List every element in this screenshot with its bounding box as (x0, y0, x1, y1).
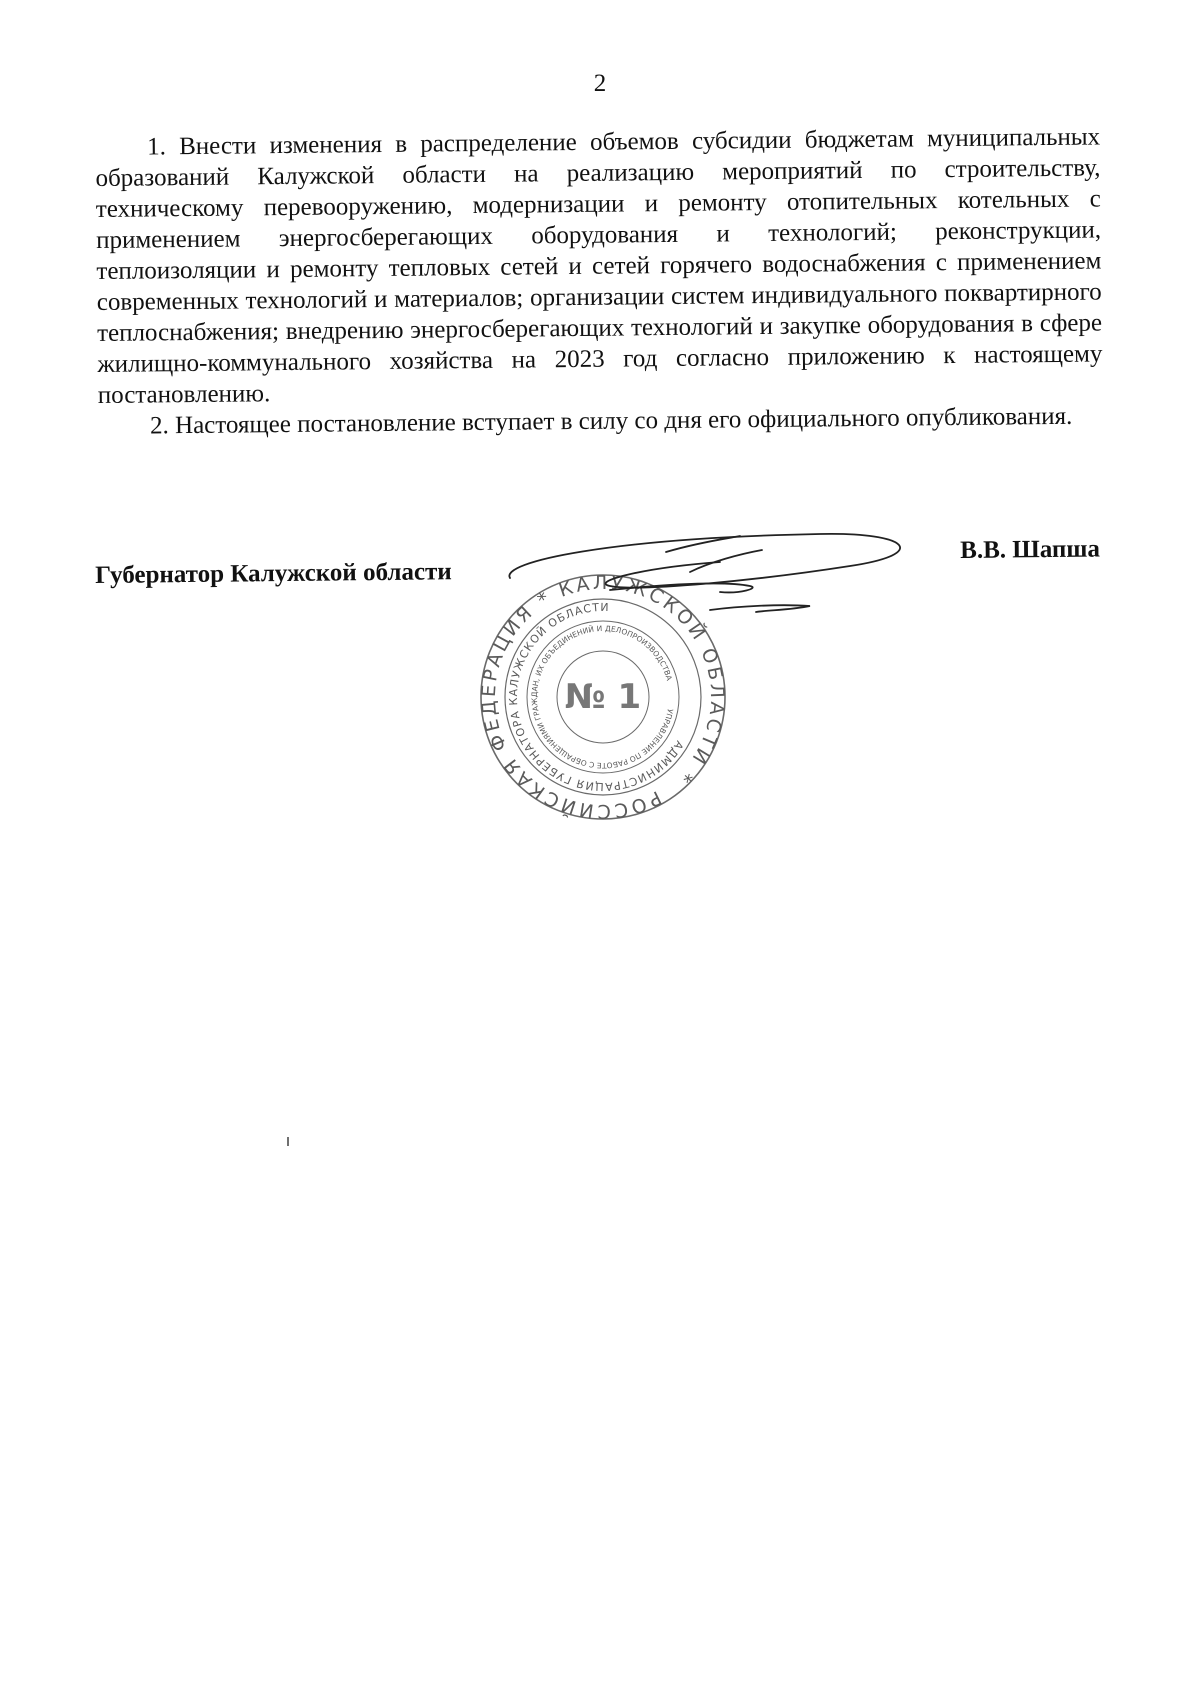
seal-center-text: № 1 (564, 677, 642, 717)
signatory-name: В.В. Шапша (960, 535, 1101, 564)
page-number: 2 (593, 70, 607, 97)
seal-middle-text: АДМИНИСТРАЦИЯ ГУБЕРНАТОРА КАЛУЖСКОЙ ОБЛАСТИ (506, 600, 687, 794)
paragraph-2: 2. Настоящее постановление вступает в силу со дня его официального опубликования. (149, 402, 1073, 440)
paragraph-1: 1. Внести изменения в распределение объемов субсидии бюджетам муниципальных образований Калужской области на реализацию мероприятий по строительству, техническому перевооружению, модернизации и ремонту отопительных котельных с применением энергосберегающих оборудования и технологий; реконструкции, теплоизоляции и ремонту тепловых сетей и сетей горячего водоснабжения с применением современных технологий и материалов; организации систем индивидуального поквартирного теплоснабжения; внедрению энергосберегающих технологий и закупке оборудования в сфере жилищно-коммунального хозяйства на 2023 год согласно приложению к настоящему постановлению. (95, 123, 1103, 409)
scan-speck (285, 1136, 291, 1148)
handwritten-signature (490, 532, 930, 642)
signatory-title: Губернатор Калужской области (95, 558, 452, 589)
seal-outer-text: РОССИЙСКАЯ ФЕДЕРАЦИЯ * КАЛУЖСКОЙ ОБЛАСТИ * (478, 572, 728, 822)
document-body (95, 121, 1103, 442)
seal-inner-text: УПРАВЛЕНИЕ ПО РАБОТЕ С ОБРАЩЕНИЯМИ ГРАЖДАН, ИХ ОБЪЕДИНЕНИЙ И ДЕЛОПРОИЗВОДСТВА (529, 623, 675, 771)
